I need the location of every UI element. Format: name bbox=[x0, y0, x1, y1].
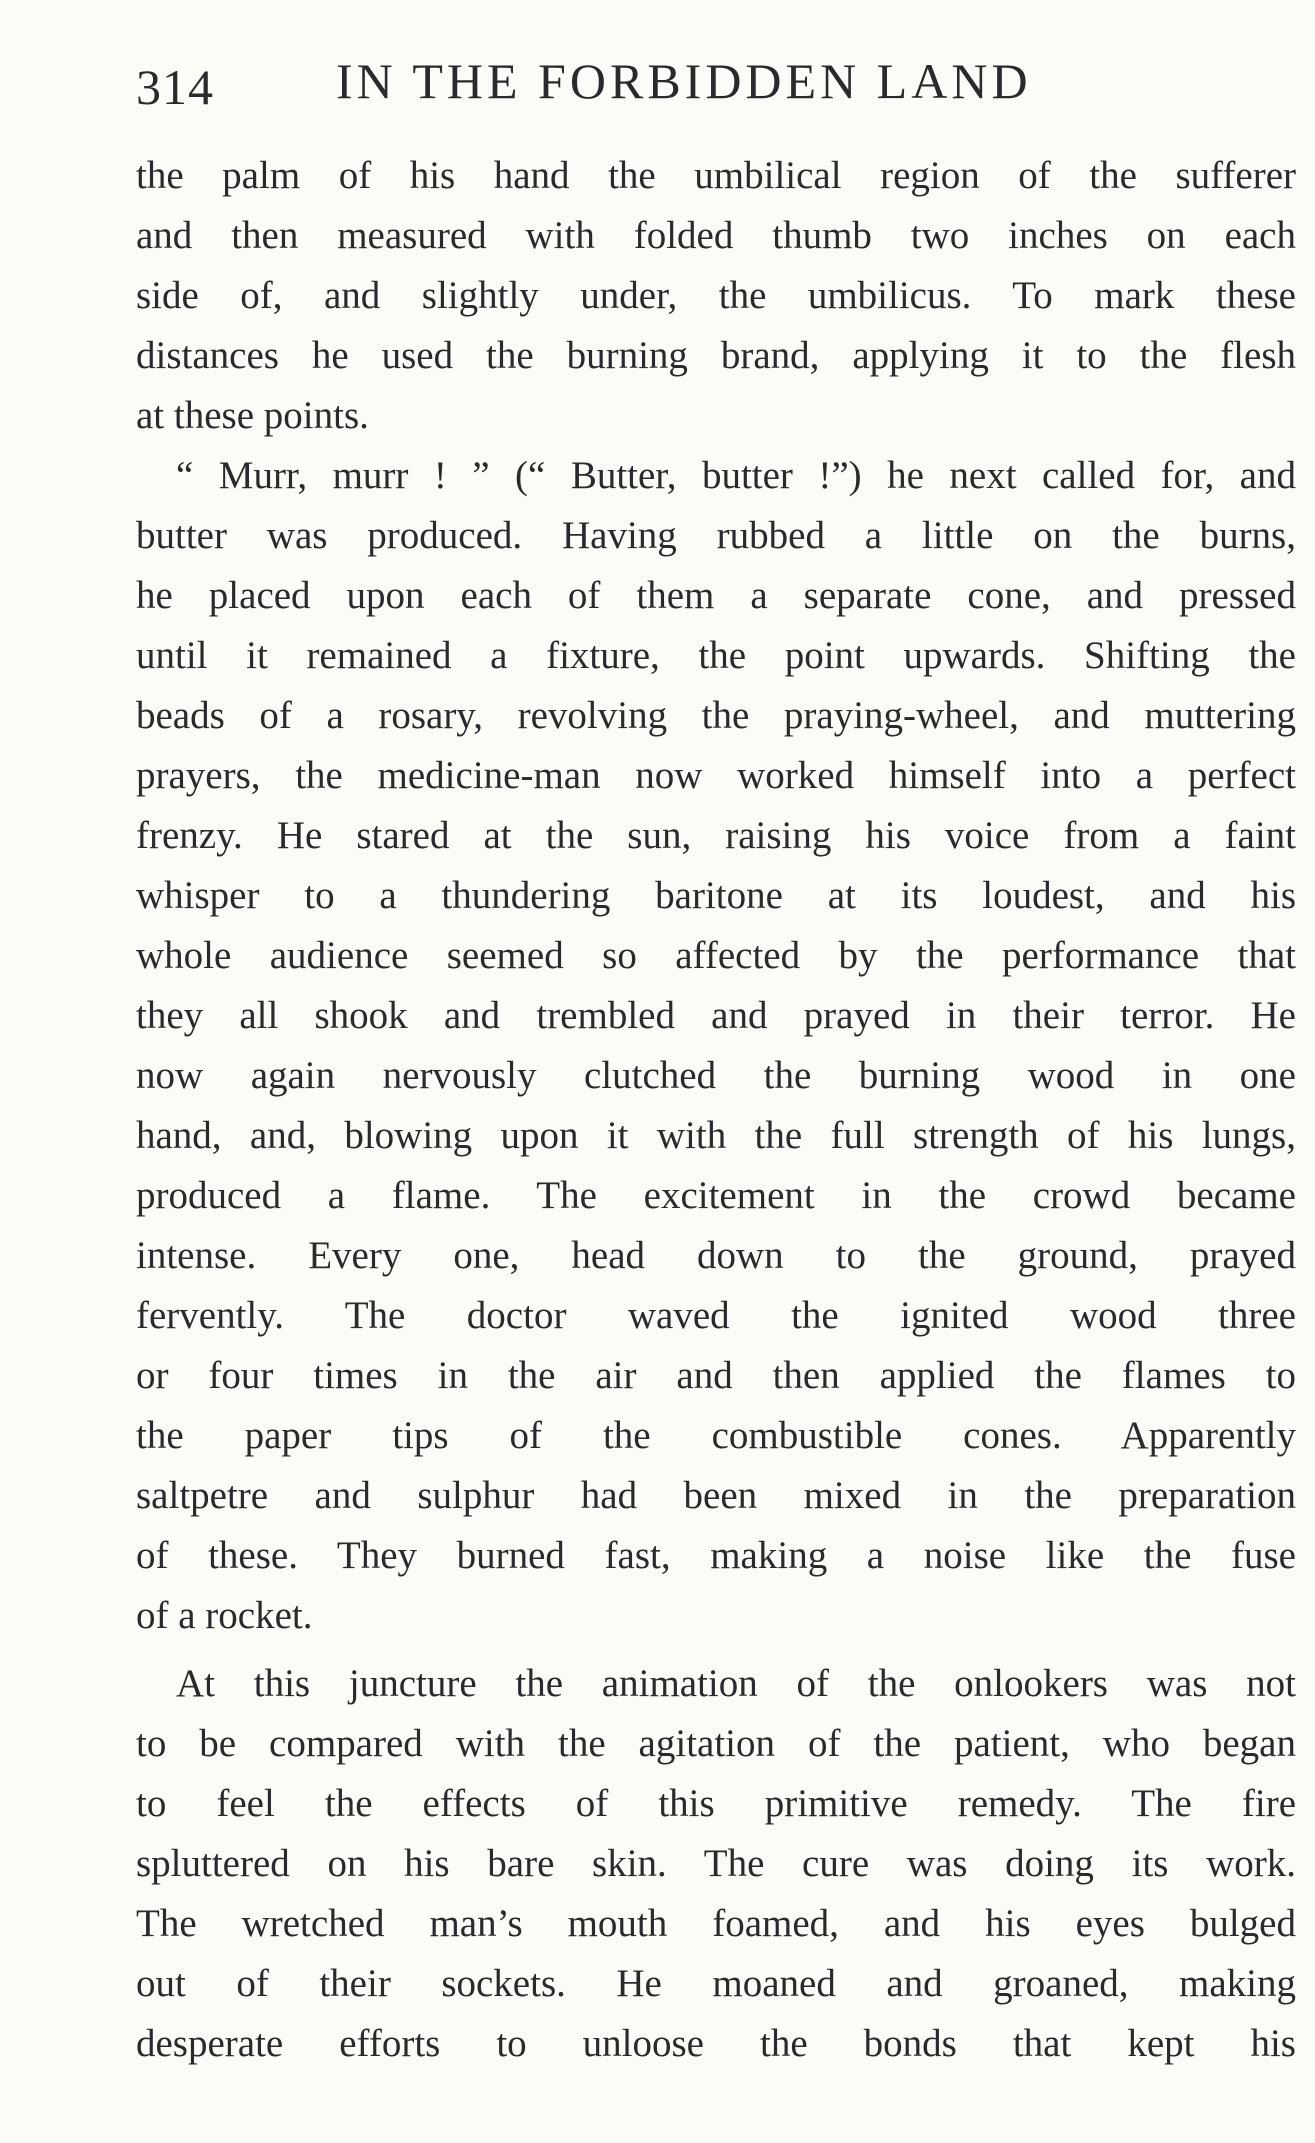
text-line: The wretched man’s mouth foamed, and his eyes bulged bbox=[136, 1902, 1296, 1945]
text-line: prayers, the medicine-man now worked himself into a perfect bbox=[136, 754, 1296, 797]
page-number: 314 bbox=[136, 59, 214, 115]
text-line: and then measured with folded thumb two inches on each bbox=[136, 214, 1296, 257]
text-line: out of their sockets. He moaned and groaned, making bbox=[136, 1962, 1296, 2005]
text-line: At this juncture the animation of the onlookers was not bbox=[176, 1662, 1296, 1705]
text-line: beads of a rosary, revolving the praying-wheel, and muttering bbox=[136, 694, 1296, 737]
text-line: they all shook and trembled and prayed in their terror. He bbox=[136, 994, 1296, 1037]
paragraph-3 bbox=[136, 1654, 1296, 2074]
text-line: at these points. bbox=[136, 394, 369, 437]
text-line: spluttered on his bare skin. The cure was doing its work. bbox=[136, 1842, 1296, 1885]
text-line: frenzy. He stared at the sun, raising his voice from a faint bbox=[136, 814, 1296, 857]
text-line: the palm of his hand the umbilical region of the sufferer bbox=[136, 154, 1296, 197]
text-line: intense. Every one, head down to the ground, prayed bbox=[136, 1234, 1296, 1277]
text-line: desperate efforts to unloose the bonds that kept his bbox=[136, 2022, 1296, 2065]
text-line: “ Murr, murr ! ” (“ Butter, butter !”) he next called for, and bbox=[176, 454, 1296, 497]
text-line: he placed upon each of them a separate cone, and pressed bbox=[136, 574, 1296, 617]
text-line: whole audience seemed so affected by the performance that bbox=[136, 934, 1296, 977]
text-line: to feel the effects of this primitive remedy. The fire bbox=[136, 1782, 1296, 1825]
text-line: the paper tips of the combustible cones. Apparently bbox=[136, 1414, 1296, 1457]
text-line: until it remained a fixture, the point upwards. Shifting the bbox=[136, 634, 1296, 677]
text-line: produced a flame. The excitement in the crowd became bbox=[136, 1174, 1296, 1217]
running-head bbox=[136, 52, 1291, 122]
text-line: to be compared with the agitation of the patient, who began bbox=[136, 1722, 1296, 1765]
text-line: of these. They burned fast, making a noise like the fuse bbox=[136, 1534, 1296, 1577]
text-line: hand, and, blowing upon it with the full strength of his lungs, bbox=[136, 1114, 1296, 1157]
paragraph-1 bbox=[136, 146, 1296, 446]
text-line: of a rocket. bbox=[136, 1594, 313, 1637]
text-line: whisper to a thundering baritone at its loudest, and his bbox=[136, 874, 1296, 917]
running-title: IN THE FORBIDDEN LAND bbox=[336, 53, 1032, 109]
text-line: now again nervously clutched the burning wood in one bbox=[136, 1054, 1296, 1097]
text-line: side of, and slightly under, the umbilicus. To mark these bbox=[136, 274, 1296, 317]
text-line: distances he used the burning brand, applying it to the flesh bbox=[136, 334, 1296, 377]
body-text bbox=[136, 146, 1296, 2074]
text-line: saltpetre and sulphur had been mixed in the preparation bbox=[136, 1474, 1296, 1517]
paragraph-2 bbox=[136, 446, 1296, 1646]
text-line: butter was produced. Having rubbed a little on the burns, bbox=[136, 514, 1296, 557]
text-line: fervently. The doctor waved the ignited wood three bbox=[136, 1294, 1296, 1337]
text-line: or four times in the air and then applied the flames to bbox=[136, 1354, 1296, 1397]
